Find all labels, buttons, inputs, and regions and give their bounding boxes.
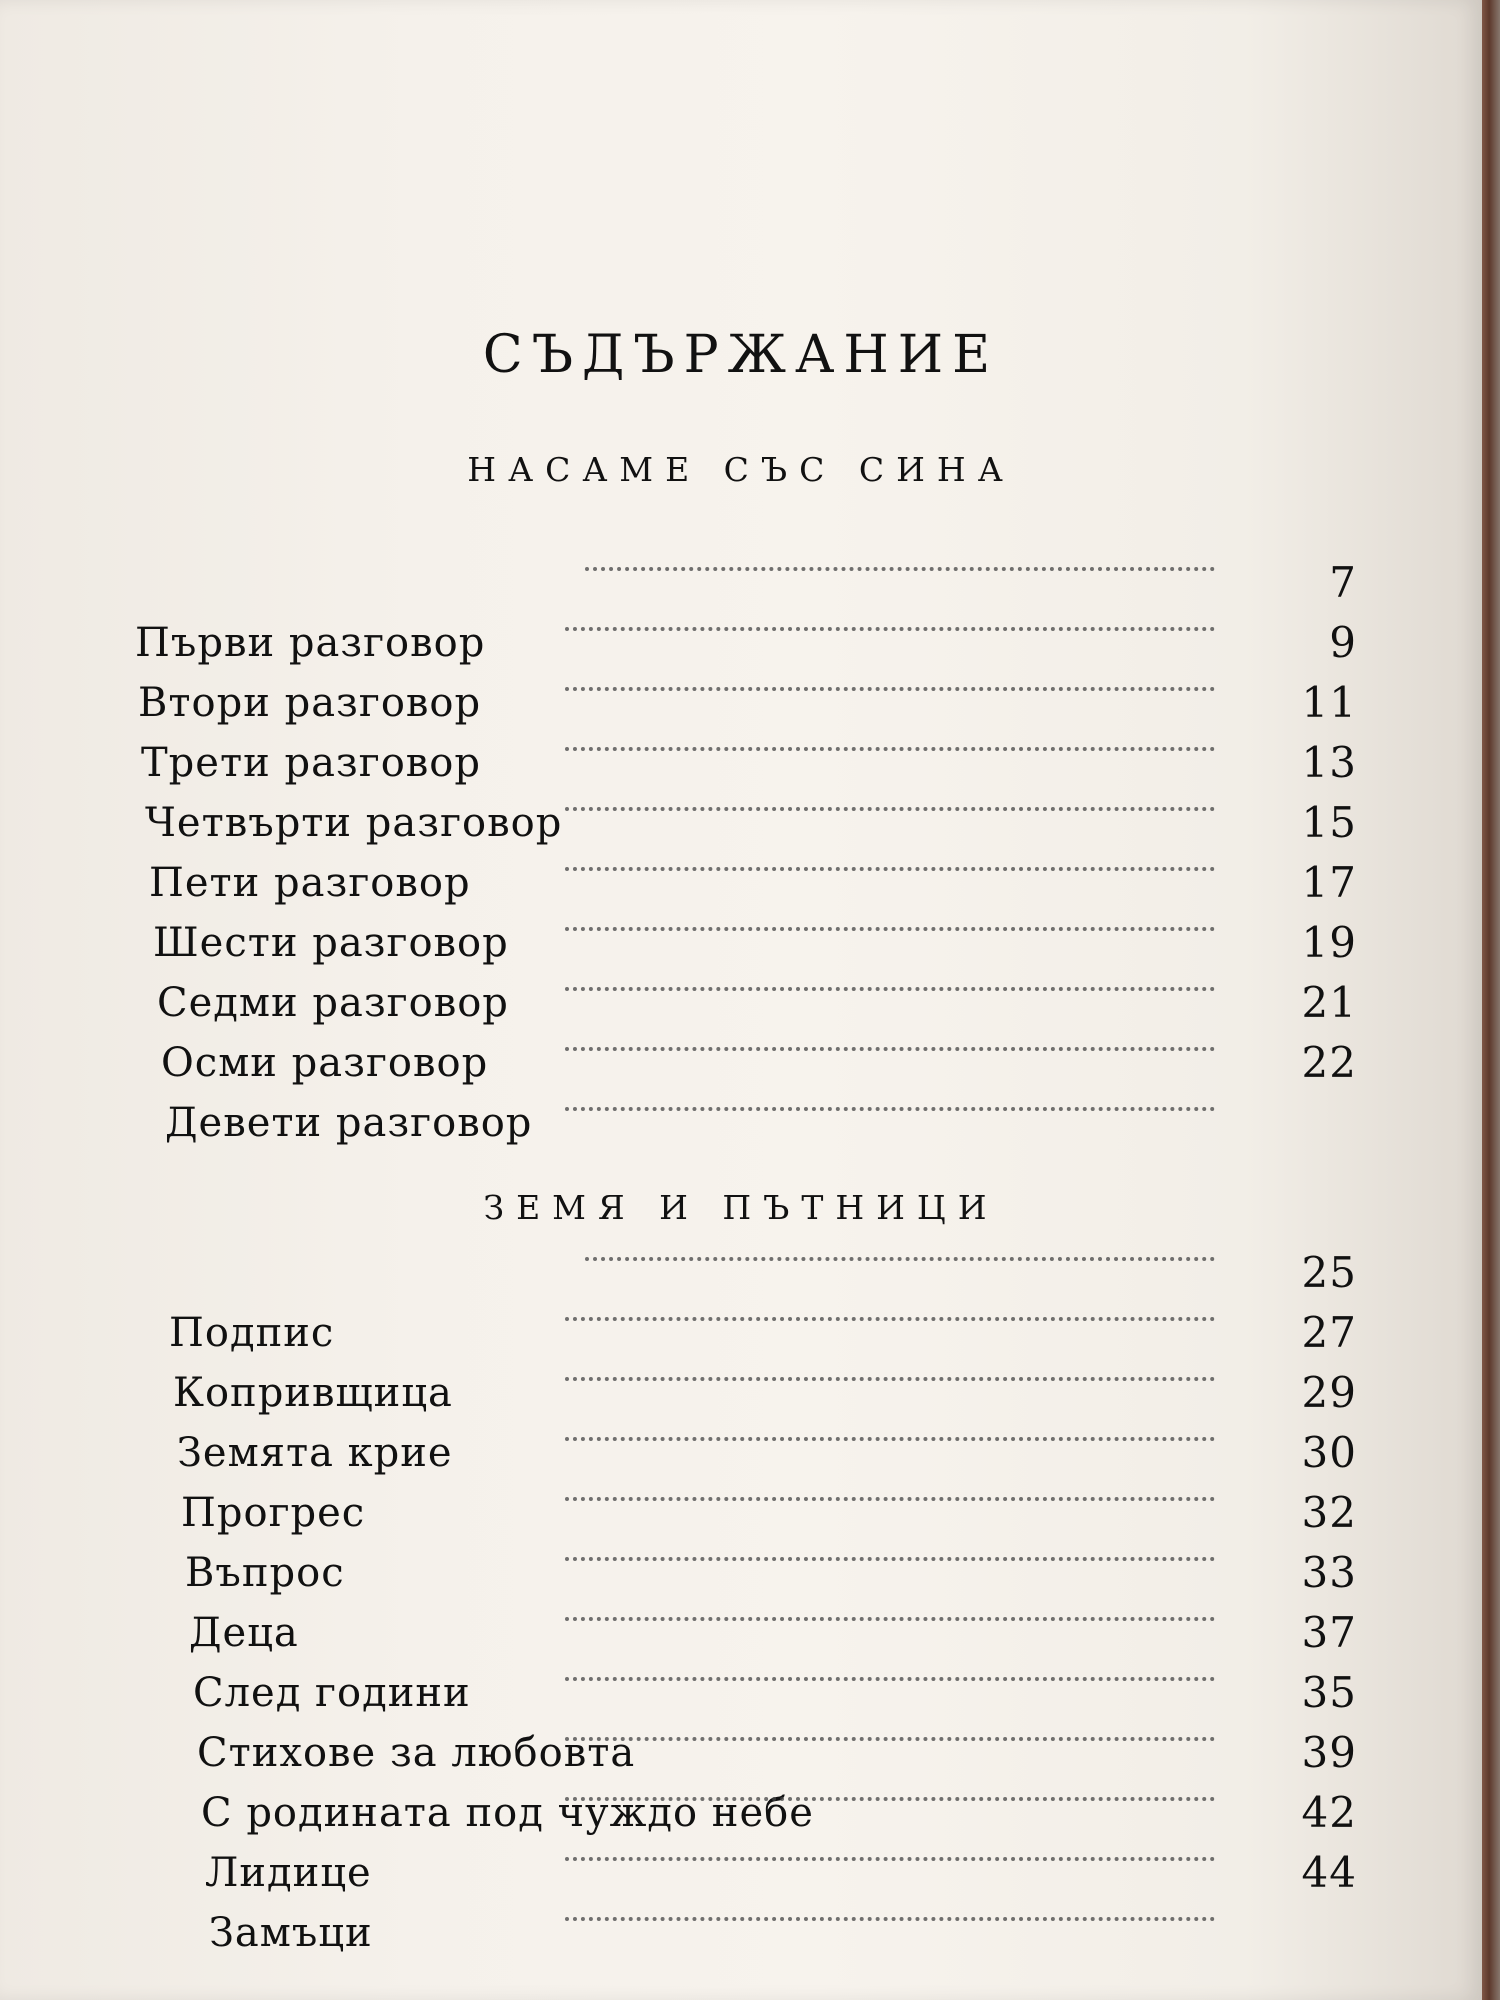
toc-entry-label: Прогрес [181, 1490, 366, 1536]
toc-entry-page: 13 [1301, 738, 1357, 787]
leader-dots [565, 867, 1215, 872]
toc-entry-label: С родината под чуждо небе [201, 1790, 814, 1836]
leader-dots [565, 1437, 1215, 1442]
leader-dots [565, 927, 1215, 932]
leader-dots [585, 1257, 1215, 1262]
toc-entry-page: 19 [1301, 918, 1357, 967]
leader-dots [565, 1917, 1215, 1922]
toc-entry [135, 1910, 1365, 1970]
toc-entry-label: След години [193, 1670, 471, 1716]
section-title-earth-and-travelers: ЗЕМЯ И ПЪТНИЦИ [483, 1188, 999, 1227]
toc-entry [135, 620, 1365, 680]
toc-entry [135, 740, 1365, 800]
leader-dots [565, 1617, 1215, 1622]
toc-entry-label: Девети разговор [165, 1100, 533, 1146]
leader-dots [565, 987, 1215, 992]
section-title-with-son: НАСАМЕ СЪС СИНА [467, 450, 1015, 489]
toc-entry-page: 30 [1301, 1428, 1357, 1477]
toc-entry-page: 35 [1301, 1668, 1357, 1717]
toc-entry-page: 44 [1301, 1848, 1357, 1897]
toc-entry [135, 1490, 1365, 1550]
contents-title: СЪДЪРЖАНИЕ [482, 325, 1000, 385]
toc-entry-label: Замъци [209, 1910, 373, 1956]
toc-entry [135, 920, 1365, 980]
section-entries-with-son [135, 560, 1365, 1160]
leader-dots [565, 1737, 1215, 1742]
toc-entry-page: 39 [1301, 1728, 1357, 1777]
toc-entry-page: 33 [1301, 1548, 1357, 1597]
toc-entry-label: Първи разговор [135, 620, 486, 666]
leader-dots [565, 1317, 1215, 1322]
leader-dots [565, 747, 1215, 752]
toc-entry-page: 37 [1301, 1608, 1357, 1657]
toc-entry [135, 1430, 1365, 1490]
toc-entry-label: Копривщица [173, 1370, 453, 1416]
leader-dots [565, 1677, 1215, 1682]
toc-entry-label: Земята крие [177, 1430, 453, 1476]
toc-entry [135, 800, 1365, 860]
toc-entry [135, 1670, 1365, 1730]
toc-entry [135, 1250, 1365, 1310]
toc-entry-label: Осми разговор [161, 1040, 489, 1086]
toc-entry-label: Подпис [169, 1310, 335, 1356]
toc-entry-label: Деца [189, 1610, 299, 1656]
leader-dots [565, 687, 1215, 692]
toc-entry-label: Въпрос [185, 1550, 345, 1596]
leader-dots [565, 1377, 1215, 1382]
toc-entry [135, 980, 1365, 1040]
toc-entry [135, 860, 1365, 920]
toc-entry-page: 9 [1329, 618, 1357, 667]
toc-entry-label: Пети разговор [149, 860, 471, 906]
toc-entry [135, 560, 1365, 620]
toc-entry [135, 680, 1365, 740]
toc-entry [135, 1610, 1365, 1670]
toc-entry-page: 32 [1301, 1488, 1357, 1537]
toc-entry [135, 1100, 1365, 1160]
toc-entry-page: 22 [1301, 1038, 1357, 1087]
toc-entry-label: Трети разговор [141, 740, 481, 786]
toc-entry-page: 7 [1329, 558, 1357, 607]
leader-dots [565, 1857, 1215, 1862]
toc-entry-label: Лидице [205, 1850, 372, 1896]
toc-entry-page: 29 [1301, 1368, 1357, 1417]
leader-dots [585, 567, 1215, 572]
toc-entry-page: 15 [1301, 798, 1357, 847]
leader-dots [565, 1797, 1215, 1802]
leader-dots [565, 1107, 1215, 1112]
leader-dots [565, 807, 1215, 812]
toc-entry [135, 1040, 1365, 1100]
book-edge [1482, 0, 1500, 2000]
toc-entry-label: Стихове за любовта [197, 1730, 636, 1776]
toc-entry-page: 42 [1301, 1788, 1357, 1837]
toc-entry-label: Шести разговор [153, 920, 509, 966]
leader-dots [565, 1557, 1215, 1562]
leader-dots [565, 1497, 1215, 1502]
toc-entry-label: Четвърти разговор [145, 800, 563, 846]
toc-entry [135, 1310, 1365, 1370]
leader-dots [565, 627, 1215, 632]
toc-entry-label: Седми разговор [157, 980, 509, 1026]
leader-dots [565, 1047, 1215, 1052]
toc-entry [135, 1790, 1365, 1850]
toc-entry-page: 25 [1301, 1248, 1357, 1297]
toc-entry-label: Втори разговор [138, 680, 482, 726]
toc-entry-page: 17 [1301, 858, 1357, 907]
toc-entry-page: 27 [1301, 1308, 1357, 1357]
toc-entry [135, 1850, 1365, 1910]
toc-entry-page: 11 [1301, 678, 1357, 727]
section-entries-earth-and-travelers [135, 1250, 1365, 1970]
toc-entry [135, 1370, 1365, 1430]
toc-entry-page: 21 [1301, 978, 1357, 1027]
toc-entry [135, 1550, 1365, 1610]
toc-entry [135, 1730, 1365, 1790]
